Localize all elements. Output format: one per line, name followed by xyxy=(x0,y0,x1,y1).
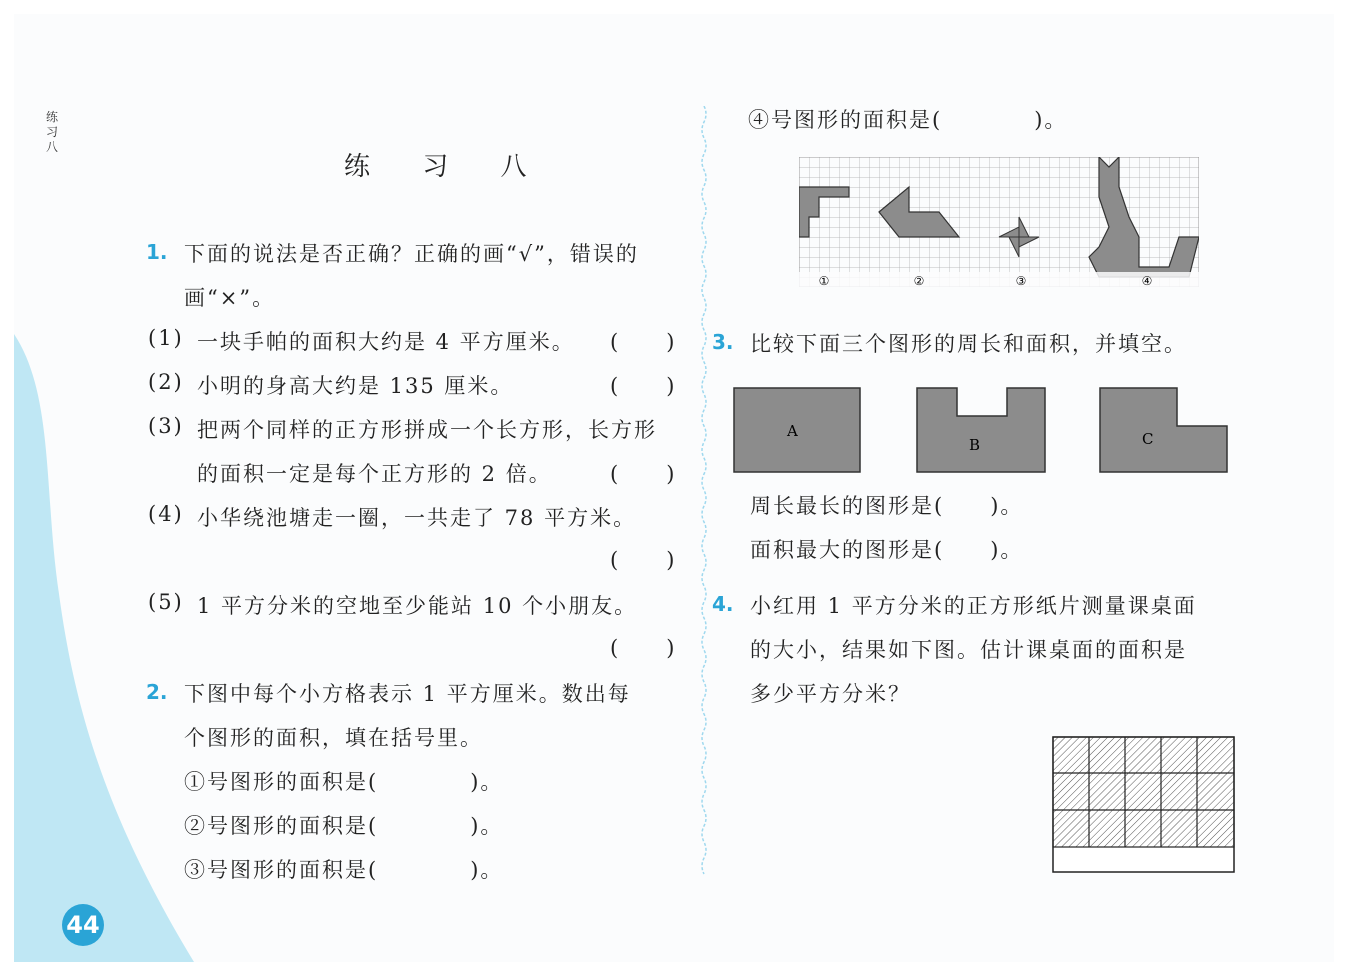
q4-number: 4. xyxy=(712,592,734,616)
q1-item-label: (5) xyxy=(148,590,184,614)
q4-text-line3: 多少平方分米？ xyxy=(750,682,911,706)
q2-answer-1: ①号图形的面积是( )。 xyxy=(184,770,504,794)
q1-item-text: 1 平方分米的空地至少能站 10 个小朋友。 xyxy=(197,594,638,618)
q1-item-text-cont: 的面积一定是每个正方形的 2 倍。 xyxy=(197,462,552,486)
q4-desk-figure xyxy=(1052,736,1236,874)
shape-label-b: B xyxy=(969,436,981,454)
q1-answer-paren[interactable]: ( ) xyxy=(610,636,677,660)
q1-item-label: (1) xyxy=(148,326,184,350)
q2-answer-2: ②号图形的面积是( )。 xyxy=(184,814,504,838)
q2-text-line2: 个图形的面积，填在括号里。 xyxy=(184,726,483,750)
q3-answer-perimeter: 周长最长的图形是( )。 xyxy=(750,494,1024,518)
q2-number: 2. xyxy=(146,680,168,704)
shape-label-a: A xyxy=(787,422,798,440)
q4-text-line1: 小红用 1 平方分米的正方形纸片测量课桌面 xyxy=(750,594,1197,618)
q3-answer-area: 面积最大的图形是( )。 xyxy=(750,538,1024,562)
q1-answer-paren[interactable]: ( ) xyxy=(610,548,677,572)
shape-c xyxy=(1100,388,1227,472)
shape-label-c: C xyxy=(1142,430,1154,448)
q2-answer-3: ③号图形的面积是( )。 xyxy=(184,858,504,882)
grid-label-3: ③ xyxy=(1015,274,1027,287)
q1-answer-paren[interactable]: ( ) xyxy=(610,330,677,354)
q1-item-text: 小明的身高大约是 135 厘米。 xyxy=(197,374,514,398)
page-number-badge: 44 xyxy=(62,904,104,946)
q1-item-label: (3) xyxy=(148,414,184,438)
q2-grid-figure xyxy=(799,157,1199,287)
q1-item-label: (4) xyxy=(148,502,184,526)
q4-text-line2: 的大小，结果如下图。估计课桌面的面积是 xyxy=(750,638,1187,662)
q1-number: 1. xyxy=(146,240,168,264)
grid-label-1: ① xyxy=(818,274,830,287)
center-divider xyxy=(698,106,710,876)
shape-b xyxy=(917,388,1045,472)
q1-item-text: 把两个同样的正方形拼成一个长方形，长方形 xyxy=(197,418,657,442)
q2-text-line1: 下图中每个小方格表示 1 平方厘米。数出每 xyxy=(184,682,631,706)
page-title: 练 习 八 xyxy=(344,152,549,182)
q1-item-label: (2) xyxy=(148,370,184,394)
q3-shapes xyxy=(732,386,1232,476)
q3-text: 比较下面三个图形的周长和面积，并填空。 xyxy=(750,332,1187,356)
side-section-label: 练习八 xyxy=(46,110,59,154)
q2-answer-4: ④号图形的面积是( )。 xyxy=(748,108,1068,132)
q3-number: 3. xyxy=(712,330,734,354)
q1-item-text: 小华绕池塘走一圈，一共走了 78 平方米。 xyxy=(197,506,637,530)
q1-item-text: 一块手帕的面积大约是 4 平方厘米。 xyxy=(197,330,575,354)
q1-text-line1: 下面的说法是否正确？正确的画“√”，错误的 xyxy=(184,242,639,266)
q1-answer-paren[interactable]: ( ) xyxy=(610,374,677,398)
q1-answer-paren[interactable]: ( ) xyxy=(610,462,677,486)
q1-text-line2: 画“×”。 xyxy=(184,286,276,310)
grid-label-2: ② xyxy=(913,274,925,287)
grid-label-4: ④ xyxy=(1141,274,1153,287)
textbook-page xyxy=(14,14,1334,962)
